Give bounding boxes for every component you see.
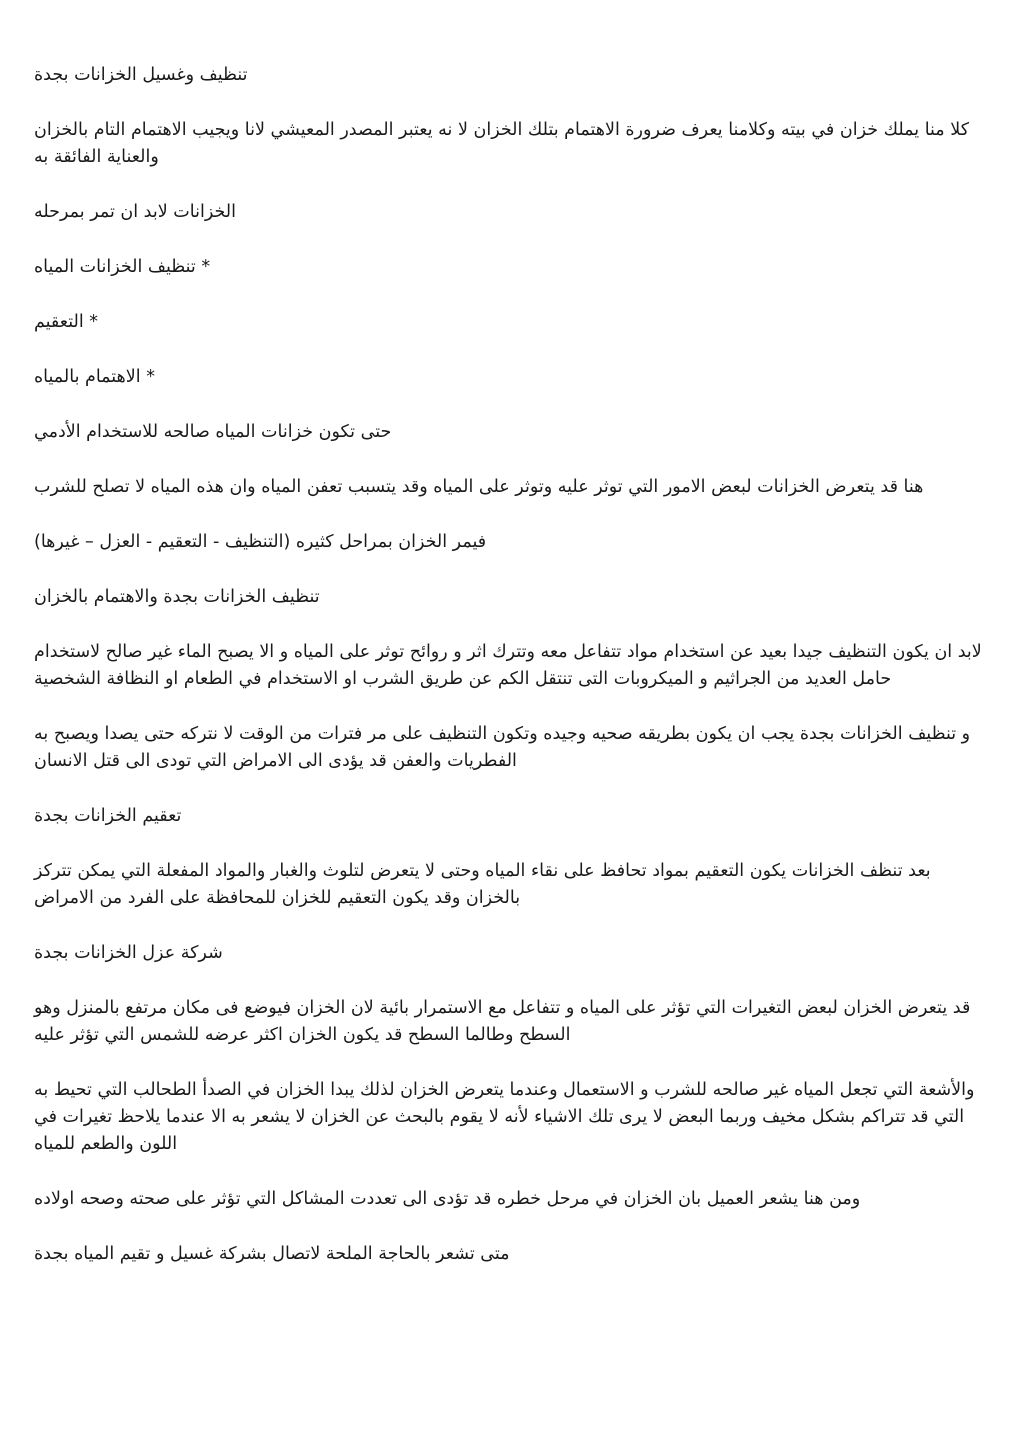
paragraph-sun-rays: والأشعة التي تجعل المياه غير صالحه للشرب و الاستعمال وعندما يتعرض الخزان لذلك يبدا الخزان في الصدأ الطحالب التي تحيط به التي قد تتراكم بشكل مخيف وربما البعض لا يرى تلك الاشياء لأنه لا يقوم بالبحث عن الخزان لا يشعر به الا عندما يلاحظ تغيرات في اللون والطعم للمياه — [34, 1080, 975, 1154]
paragraph-client-danger: ومن هنا يشعر العميل بان الخزان في مرحل خطره قد تؤدى الى تعددت المشاكل التي تؤثر على صحته وصحه اولاده — [34, 1189, 861, 1209]
document-body — [34, 62, 990, 1296]
heading-insulation-company: شركة عزل الخزانات بجدة — [34, 943, 223, 963]
paragraph-intro: كلا منا يملك خزان في بيته وكلامنا يعرف ضرورة الاهتمام بتلك الخزان لا نه يعتبر المصدر المعيشي لانا ويجيب الاهتمام التام بالخزان والعناية الفائقة به — [34, 120, 970, 167]
paragraph-stages: الخزانات لابد ان تمر بمرحله — [34, 202, 236, 222]
paragraph-good-cleaning: لابد ان يكون التنظيف جيدا بعيد عن استخدام مواد تتفاعل معه وتترك اثر و روائح توثر على المياه و الا يصبح الماء غير صالح لاستخدام حامل العديد من الجراثيم و الميكروبات التى تنتقل الكم عن طريق الشرب او الاستخدام في الطعام او النظافة الشخصية — [34, 642, 982, 689]
list-item-sterilization: * التعقيم — [34, 312, 99, 332]
paragraph-human-use: حتى تكون خزانات المياه صالحه للاستخدام الأدمي — [34, 422, 392, 442]
heading-cleaning-tanks: تنظيف وغسيل الخزانات بجدة — [34, 65, 248, 85]
paragraph-sterilization: بعد تنظف الخزانات يكون التعقيم بمواد تحافظ على نقاء المياه وحتى لا يتعرض لتلوث والغبار والمواد المفعلة التي يمكن تتركز بالخزان وقد يكون التعقيم للخزان للمحافظة على الفرد من الامراض — [34, 861, 931, 908]
paragraph-phases: فيمر الخزان بمراحل كثيره (التنظيف - التعقيم - العزل – غيرها) — [34, 532, 487, 552]
paragraph-when-to-call: متى تشعر بالحاجة الملحة لاتصال بشركة غسيل و تقيم المياه بجدة — [34, 1244, 510, 1264]
list-item-water-care: * الاهتمام بالمياه — [34, 367, 155, 387]
heading-cleaning-care: تنظيف الخزانات بجدة والاهتمام بالخزان — [34, 587, 320, 607]
heading-sterilization: تعقيم الخزانات بجدة — [34, 806, 182, 826]
paragraph-tank-changes: قد يتعرض الخزان لبعض التغيرات التي تؤثر على المياه و تتفاعل مع الاستمرار بائية لان الخزان فيوضع فى مكان مرتفع بالمنزل وهو السطح وطالما السطح قد يكون الخزان اكثر عرضه للشمس التي تؤثر عليه — [34, 998, 971, 1045]
paragraph-healthy-cleaning: و تنظيف الخزانات بجدة يجب ان يكون بطريقه صحيه وجيده وتكون التنظيف على مر فترات من الوقت لا نتركه حتى يصدا ويصبح به الفطريات والعفن قد يؤدى الى الامراض التي تودى الى قتل الانسان — [34, 724, 971, 771]
list-item-cleaning: * تنظيف الخزانات المياه — [34, 257, 211, 277]
paragraph-exposure: هنا قد يتعرض الخزانات لبعض الامور التي توثر عليه وتوثر على المياه وقد يتسبب تعفن المياه وان هذه المياه لا تصلح للشرب — [34, 477, 924, 497]
